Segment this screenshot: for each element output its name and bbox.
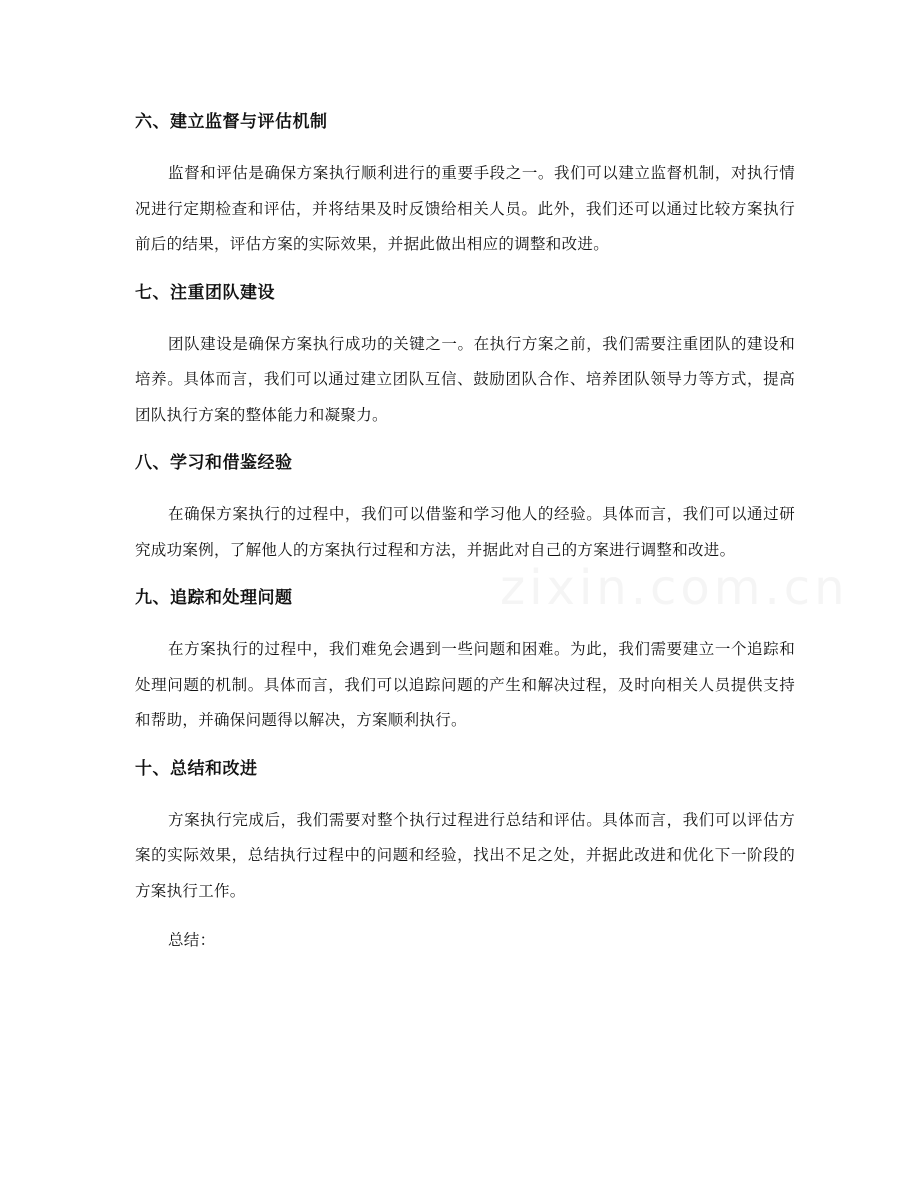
section-paragraph: 团队建设是确保方案执行成功的关键之一。在执行方案之前，我们需要注重团队的建设和培养。具体而言，我们可以通过建立团队互信、鼓励团队合作、培养团队领导力等方式，提高团队执行方案的整体能力和凝聚力。: [135, 334, 795, 424]
section-heading: 七、注重团队建设: [135, 282, 275, 303]
section-8: [135, 449, 795, 568]
section-paragraph: 在方案执行的过程中，我们难免会遇到一些问题和困难。为此，我们需要建立一个追踪和处理问题的机制。具体而言，我们可以追踪问题的产生和解决过程，及时向相关人员提供支持和帮助，并确保问题得以解决，方案顺利执行。: [135, 640, 795, 729]
section-heading: 十、总结和改进: [135, 758, 258, 779]
watermark: zixin.com.cn: [500, 560, 849, 616]
section-paragraph: 在确保方案执行的过程中，我们可以借鉴和学习他人的经验。具体而言，我们可以通过研究成功案例，了解他人的方案执行过程和方法，并据此对自己的方案进行调整和改进。: [135, 505, 795, 559]
section-paragraph: 监督和评估是确保方案执行顺利进行的重要手段之一。我们可以建立监督机制，对执行情况进行定期检查和评估，并将结果及时反馈给相关人员。此外，我们还可以通过比较方案执行前后的结果，评估方案的实际效果，并据此做出相应的调整和改进。: [135, 164, 795, 253]
section-10: [135, 755, 795, 910]
summary-label: 总结：: [168, 931, 216, 949]
section-7: [135, 279, 795, 434]
section-heading: 八、学习和借鉴经验: [135, 453, 293, 473]
section-6: [135, 108, 795, 263]
section-9: [135, 584, 795, 739]
section-heading: 九、追踪和处理问题: [135, 588, 293, 608]
document-content: [135, 108, 795, 955]
section-paragraph: 方案执行完成后，我们需要对整个执行过程进行总结和评估。具体而言，我们可以评估方案的实际效果，总结执行过程中的问题和经验，找出不足之处，并据此改进和优化下一阶段的方案执行工作。: [135, 810, 795, 900]
section-heading: 六、建立监督与评估机制: [135, 112, 328, 132]
